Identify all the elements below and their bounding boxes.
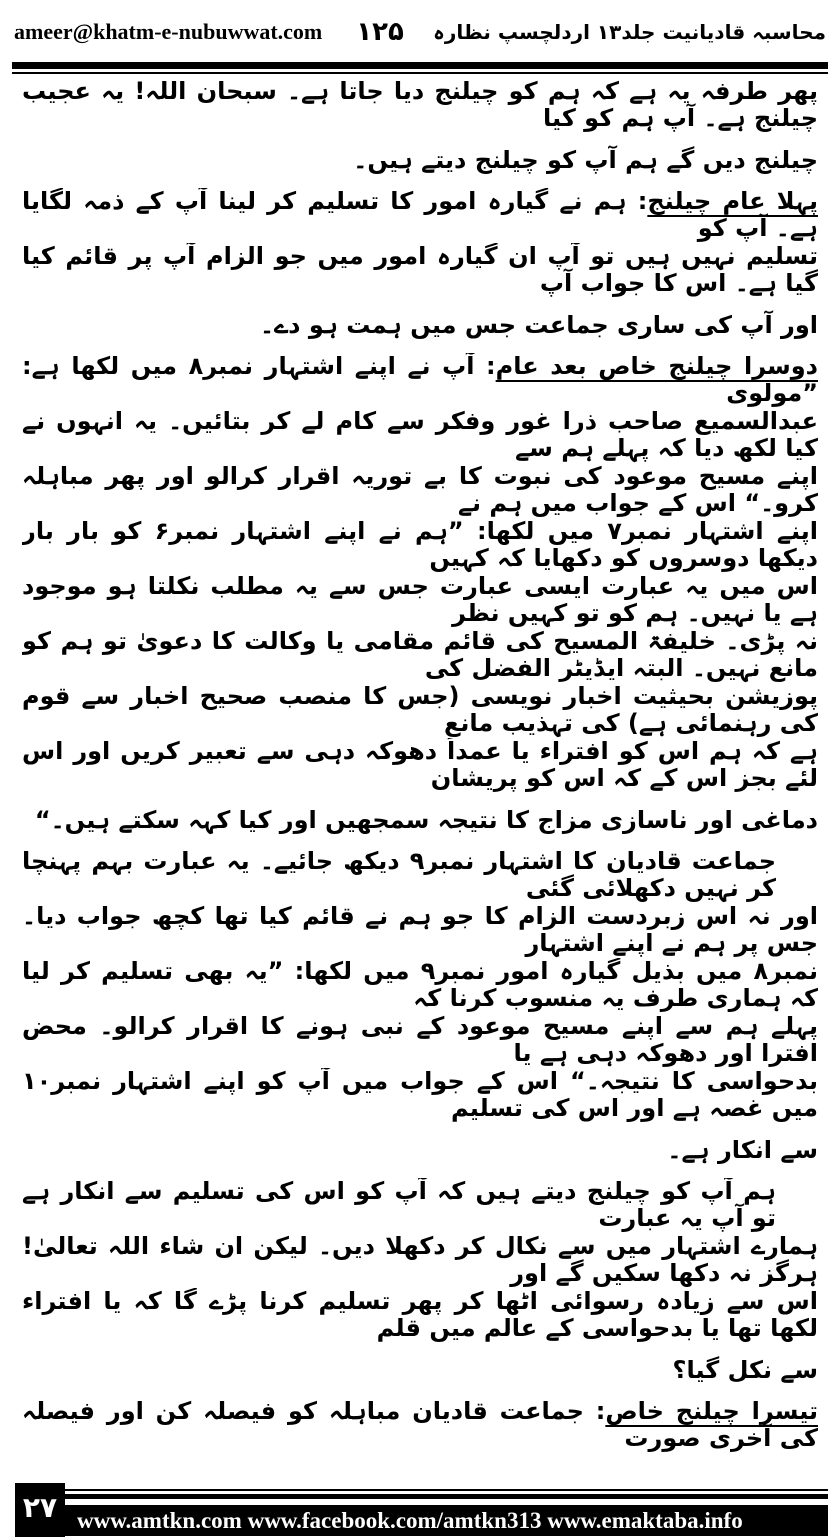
line-text: اور آپ کی ساری جماعت جس میں ہمت ہو دے۔	[260, 311, 818, 339]
section-heading-line	[22, 353, 818, 408]
text-line	[22, 1068, 818, 1123]
line-text: پہلے ہم سے اپنے مسیح موعود کے نبی ہونے کا اقرار کرالو۔ محض افترا اور دھوکہ دہی ہے یا	[22, 1013, 818, 1067]
line-text: ہے کہ ہم اس کو افتراء یا عمداً دھوکہ دہی سے تعبیر کریں اور اس لئے بجز اس کے کہ اس کو پریشان	[22, 738, 818, 792]
section-heading-label: پہلا عام چیلنج	[647, 188, 818, 215]
line-text: اپنے اشتہار نمبر۷ میں لکھا: ”ہم نے اپنے اشتہار نمبر۶ کو بار بار دیکھا دوسروں کو دکھایا کہ کہیں	[22, 518, 818, 572]
line-text: ہم آپ کو چیلنج دیتے ہیں کہ آپ کو اس کی تسلیم سے انکار ہے تو آپ یہ عبارت	[22, 1178, 776, 1232]
line-text: پھر طرفہ یہ ہے کہ ہم کو چیلنج دیا جاتا ہے۔ سبحان اللہ! یہ عجیب چیلنج ہے۔ آپ ہم کو کیا	[22, 78, 818, 132]
text-line	[22, 1178, 818, 1233]
text-line	[22, 518, 818, 573]
line-text: سے نکل گیا؟	[672, 1356, 818, 1384]
text-line	[22, 1123, 818, 1178]
line-text: بدحواسی کا نتیجہ۔“ اس کے جواب میں آپ کو اپنے اشتہار نمبر۱۰ میں غصہ ہے اور اس کی تسلیم	[22, 1068, 818, 1122]
line-text: نہ پڑی۔ خلیفۃ المسیح کی قائم مقامی یا وکالت کا دعویٰ تو ہم کو مانع نہیں۔ البتہ ایڈیٹر الفضل کی	[22, 628, 818, 682]
section-heading-line	[22, 188, 818, 243]
footer-page-number: ۲۷	[15, 1483, 65, 1537]
line-text: نمبر۸ میں بذیل گیارہ امور نمبر۹ میں لکھا: ”یہ بھی تسلیم کر لیا کہ ہماری طرف یہ منسوب کرنا کہ	[22, 958, 818, 1012]
text-line	[22, 1233, 818, 1288]
section-heading-label: تیسرا چیلنج خاص	[605, 1398, 818, 1425]
line-text: جماعت قادیان کا اشتہار نمبر۹ دیکھ جائیے۔ یہ عبارت بہم پہنچا کر نہیں دکھلائی گئی	[22, 848, 777, 902]
header-rule-thin	[12, 72, 828, 74]
footer-rule-thick	[65, 1494, 828, 1499]
line-text: : جماعت قادیان مباہلہ کو فیصلہ کن اور فیصلہ کی آخری صورت	[22, 1398, 818, 1452]
text-line	[22, 793, 818, 848]
line-text: اس سے زیادہ رسوائی اٹھا کر پھر تسلیم کرنا پڑے گا کہ یا افتراء لکھا تھا یا بدحواسی کے عالم میں قلم	[22, 1288, 818, 1342]
text-line	[22, 463, 818, 518]
text-line	[22, 573, 818, 628]
text-line	[22, 683, 818, 738]
header-email: ameer@khatm-e-nubuwwat.com	[14, 19, 323, 44]
text-line	[22, 958, 818, 1013]
line-text: : ہم نے گیارہ امور کا تسلیم کر لینا آپ کے ذمہ لگایا ہے۔ آپ کو	[22, 188, 818, 242]
text-line	[22, 243, 818, 298]
footer-links: www.amtkn.com www.facebook.com/amtkn313 www.emaktaba.info	[65, 1505, 828, 1536]
line-text: سے انکار ہے۔	[667, 1136, 818, 1164]
text-line	[22, 1343, 818, 1398]
line-text: دماغی اور ناسازی مزاج کا نتیجہ سمجھیں اور کیا کہہ سکتے ہیں۔“	[34, 806, 818, 834]
text-line	[22, 1288, 818, 1343]
text-line	[22, 628, 818, 683]
header-page-number: ۱۲۵	[356, 17, 404, 47]
header-rule-thick	[12, 62, 828, 69]
text-line	[22, 298, 818, 353]
text-line	[22, 78, 818, 133]
header-book-title: محاسبہ قادیانیت جلد۱۳ اردلچسپ نظارہ	[433, 20, 826, 44]
footer-rule-thin	[65, 1489, 828, 1491]
page-header	[14, 10, 826, 54]
line-text: اس میں یہ عبارت ایسی عبارت جس سے یہ مطلب نکلتا ہو موجود ہے یا نہیں۔ ہم کو تو کہیں نظر	[22, 573, 818, 627]
section-heading-line	[22, 1398, 818, 1453]
line-text: پوزیشن بحیثیت اخبار نویسی (جس کا منصب صحیح اخبار سے قوم کی رہنمائی ہے) کی تہذیب مانع	[22, 683, 818, 737]
text-line	[22, 408, 818, 463]
section-heading-label: دوسرا چیلنج خاص بعد عام	[495, 353, 818, 380]
line-text: عبدالسمیع صاحب ذرا غور وفکر سے کام لے کر بتائیں۔ یہ انہوں نے کیا لکھ دیا کہ پہلے ہم سے	[22, 408, 818, 462]
text-line	[22, 133, 818, 188]
text-line	[22, 848, 818, 903]
line-text: اپنے مسیح موعود کی نبوت کا بے توریہ اقرار کرالو اور پھر مباہلہ کرو۔“ اس کے جواب میں ہم نے	[22, 463, 818, 517]
line-text: تسلیم نہیں ہیں تو آپ ان گیارہ امور میں جو الزام آپ پر قائم کیا گیا ہے۔ اس کا جواب آپ	[22, 243, 818, 297]
text-line	[22, 738, 818, 793]
line-text: چیلنج دیں گے ہم آپ کو چیلنج دیتے ہیں۔	[353, 146, 818, 174]
line-text: اور نہ اس زبردست الزام کا جو ہم نے قائم کیا تھا کچھ جواب دیا۔ جس پر ہم نے اپنے اشتہار	[22, 903, 818, 957]
text-line	[22, 903, 818, 958]
line-text: : آپ نے اپنے اشتہار نمبر۸ میں لکھا ہے: ”مولوی	[22, 353, 818, 407]
line-text: ہمارے اشتہار میں سے نکال کر دکھلا دیں۔ لیکن ان شاء اللہ تعالیٰ! ہرگز نہ دکھا سکیں گے اور	[22, 1233, 818, 1287]
text-line	[22, 1013, 818, 1068]
